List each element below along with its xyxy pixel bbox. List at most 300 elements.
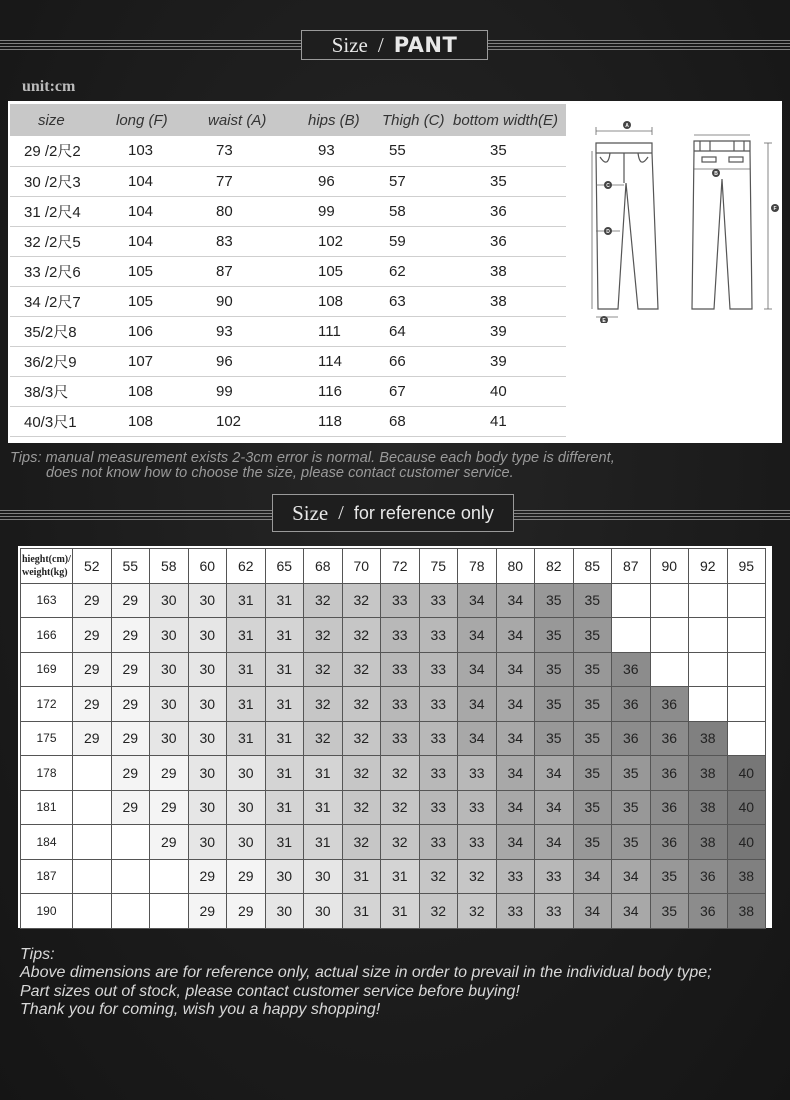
label-b: B xyxy=(714,171,718,177)
pants-diagram xyxy=(582,113,782,323)
size-cell xyxy=(727,618,766,653)
size-cell: 33 xyxy=(419,825,458,860)
size-cell: 31 xyxy=(342,859,381,894)
weight-header: 87 xyxy=(612,549,651,584)
size-cell: 38 xyxy=(689,756,728,791)
ref-title-size-word: Size xyxy=(292,500,329,525)
size-cell: 32 xyxy=(342,825,381,860)
size-cell: 29 xyxy=(73,618,112,653)
reference-tips-line1: Tips: xyxy=(20,946,55,963)
weight-header: 75 xyxy=(419,549,458,584)
size-cell xyxy=(73,894,112,929)
size-cell: 34 xyxy=(458,687,497,722)
size-cell: 32 xyxy=(342,687,381,722)
size-cell: 30 xyxy=(188,825,227,860)
header-stripes-right xyxy=(488,40,790,50)
measurement-cell: 87 xyxy=(198,256,298,286)
pants-front-pocket-left xyxy=(600,153,610,162)
measurement-cell: 36/2尺9 xyxy=(10,346,106,376)
size-cell: 30 xyxy=(150,583,189,618)
size-cell: 31 xyxy=(265,721,304,756)
size-cell: 31 xyxy=(304,756,343,791)
measurement-cell: 80 xyxy=(198,196,298,226)
measurement-cell: 93 xyxy=(198,316,298,346)
measurement-cell: 36 xyxy=(450,196,566,226)
size-cell: 35 xyxy=(573,687,612,722)
size-cell: 31 xyxy=(227,583,266,618)
measurement-row xyxy=(10,226,566,256)
size-cell: 38 xyxy=(727,894,766,929)
size-cell: 33 xyxy=(419,687,458,722)
size-cell: 33 xyxy=(381,583,420,618)
size-cell: 34 xyxy=(535,825,574,860)
size-cell: 35 xyxy=(535,652,574,687)
size-cell: 34 xyxy=(496,652,535,687)
measurement-cell: 35/2尺8 xyxy=(10,316,106,346)
header2-stripes-left xyxy=(0,510,272,520)
height-header: 169 xyxy=(21,652,73,687)
size-cell: 32 xyxy=(458,859,497,894)
measurement-row xyxy=(10,196,566,226)
measurement-cell: 39 xyxy=(450,316,566,346)
size-cell: 35 xyxy=(650,859,689,894)
size-cell: 30 xyxy=(188,583,227,618)
size-cell: 33 xyxy=(381,618,420,653)
size-cell: 40 xyxy=(727,756,766,791)
reference-row xyxy=(21,687,766,722)
size-cell: 35 xyxy=(612,790,651,825)
measurement-cell: 93 xyxy=(298,136,372,166)
size-cell xyxy=(727,583,766,618)
size-cell: 40 xyxy=(727,825,766,860)
measurement-cell: 83 xyxy=(198,226,298,256)
measurement-cell: 103 xyxy=(106,136,198,166)
weight-header: 82 xyxy=(535,549,574,584)
size-cell: 29 xyxy=(188,859,227,894)
measurement-panel xyxy=(8,101,782,443)
size-cell: 34 xyxy=(496,583,535,618)
size-cell: 30 xyxy=(150,721,189,756)
size-cell xyxy=(612,618,651,653)
size-cell: 32 xyxy=(342,790,381,825)
measurement-cell: 35 xyxy=(450,166,566,196)
reference-row xyxy=(21,618,766,653)
measurement-row xyxy=(10,376,566,406)
size-cell: 33 xyxy=(419,756,458,791)
size-cell: 31 xyxy=(265,687,304,722)
size-cell: 34 xyxy=(535,756,574,791)
height-header: 184 xyxy=(21,825,73,860)
measurement-cell: 114 xyxy=(298,346,372,376)
size-cell: 34 xyxy=(458,721,497,756)
size-cell: 29 xyxy=(111,618,150,653)
reference-row xyxy=(21,756,766,791)
weight-header: 85 xyxy=(573,549,612,584)
size-cell: 35 xyxy=(535,583,574,618)
size-cell: 32 xyxy=(342,583,381,618)
measurement-cell: 108 xyxy=(106,406,198,436)
measurement-row xyxy=(10,286,566,316)
size-cell: 36 xyxy=(612,652,651,687)
reference-header-row xyxy=(21,549,766,584)
label-e: E xyxy=(602,318,606,323)
measurement-row xyxy=(10,316,566,346)
label-c: C xyxy=(606,183,610,189)
size-cell: 33 xyxy=(381,721,420,756)
size-cell: 29 xyxy=(73,687,112,722)
measurement-cell: 105 xyxy=(106,256,198,286)
measurement-cell: 66 xyxy=(372,346,450,376)
weight-header: 60 xyxy=(188,549,227,584)
size-cell: 30 xyxy=(188,687,227,722)
size-cell: 35 xyxy=(573,652,612,687)
measurement-cell: 64 xyxy=(372,316,450,346)
size-cell: 32 xyxy=(304,583,343,618)
size-cell: 32 xyxy=(419,859,458,894)
size-cell: 32 xyxy=(342,721,381,756)
measurement-header-row xyxy=(10,104,566,136)
size-cell xyxy=(73,859,112,894)
size-cell: 31 xyxy=(227,618,266,653)
weight-header: 95 xyxy=(727,549,766,584)
measurement-tips-line2: does not know how to choose the size, please contact customer service. xyxy=(46,465,514,481)
measurement-cell: 55 xyxy=(372,136,450,166)
size-cell: 32 xyxy=(381,790,420,825)
title-slash: / xyxy=(377,32,384,57)
size-cell: 33 xyxy=(535,894,574,929)
size-cell: 33 xyxy=(419,721,458,756)
size-cell: 32 xyxy=(304,618,343,653)
reference-tips-line4: Thank you for coming, wish you a happy shopping! xyxy=(20,1000,381,1018)
measurement-cell: 108 xyxy=(106,376,198,406)
size-cell xyxy=(650,583,689,618)
size-cell: 31 xyxy=(227,652,266,687)
size-cell: 30 xyxy=(227,790,266,825)
size-cell: 33 xyxy=(381,652,420,687)
weight-header: 80 xyxy=(496,549,535,584)
size-cell: 36 xyxy=(650,790,689,825)
header2-stripes-right xyxy=(514,510,790,520)
size-cell: 31 xyxy=(265,652,304,687)
pants-back-outline xyxy=(692,141,752,309)
height-header: 163 xyxy=(21,583,73,618)
size-cell: 35 xyxy=(573,721,612,756)
size-cell: 31 xyxy=(265,790,304,825)
measurement-cell: 39 xyxy=(450,346,566,376)
weight-header: 55 xyxy=(111,549,150,584)
weight-header: 70 xyxy=(342,549,381,584)
size-cell: 36 xyxy=(650,756,689,791)
reference-row xyxy=(21,894,766,929)
size-cell: 32 xyxy=(304,652,343,687)
measurement-cell: 38/3尺 xyxy=(10,376,106,406)
size-cell: 31 xyxy=(265,618,304,653)
size-cell: 31 xyxy=(304,790,343,825)
size-cell: 35 xyxy=(573,756,612,791)
size-cell: 29 xyxy=(227,894,266,929)
weight-header: 62 xyxy=(227,549,266,584)
size-cell xyxy=(727,687,766,722)
size-cell: 35 xyxy=(535,687,574,722)
size-cell xyxy=(689,652,728,687)
reference-row xyxy=(21,790,766,825)
size-cell xyxy=(689,583,728,618)
size-cell: 29 xyxy=(188,894,227,929)
size-cell xyxy=(612,583,651,618)
size-cell: 33 xyxy=(419,583,458,618)
unit-label: unit:cm xyxy=(22,78,76,95)
measurement-cell: 40/3尺1 xyxy=(10,406,106,436)
title-size-word: Size xyxy=(331,32,368,57)
measurement-row xyxy=(10,256,566,286)
reference-tips-line2: Above dimensions are for reference only, actual size in order to prevail in the individual body type; xyxy=(20,964,712,982)
size-cell: 29 xyxy=(73,583,112,618)
measurement-cell: 107 xyxy=(106,346,198,376)
size-cell: 34 xyxy=(496,721,535,756)
col-size: size xyxy=(10,104,106,136)
reference-row xyxy=(21,721,766,756)
size-cell xyxy=(150,859,189,894)
measurement-cell: 99 xyxy=(198,376,298,406)
size-cell xyxy=(73,756,112,791)
measurement-cell: 105 xyxy=(106,286,198,316)
weight-header: 92 xyxy=(689,549,728,584)
corner-weight-label: weight(kg) xyxy=(22,566,68,578)
size-cell: 36 xyxy=(612,687,651,722)
size-cell: 33 xyxy=(419,618,458,653)
size-cell: 34 xyxy=(496,756,535,791)
size-cell: 32 xyxy=(381,825,420,860)
size-cell: 33 xyxy=(496,859,535,894)
size-cell: 31 xyxy=(381,894,420,929)
reference-row xyxy=(21,859,766,894)
size-cell: 29 xyxy=(111,687,150,722)
pants-front-pocket-right xyxy=(638,153,648,162)
measurement-cell: 104 xyxy=(106,226,198,256)
measurement-cell: 118 xyxy=(298,406,372,436)
measurement-cell: 59 xyxy=(372,226,450,256)
measurement-cell: 111 xyxy=(298,316,372,346)
size-cell: 29 xyxy=(150,825,189,860)
height-header: 181 xyxy=(21,790,73,825)
size-cell: 32 xyxy=(342,618,381,653)
size-cell: 36 xyxy=(650,721,689,756)
measurement-cell: 105 xyxy=(298,256,372,286)
size-cell: 35 xyxy=(612,756,651,791)
size-cell: 32 xyxy=(458,894,497,929)
measurement-row xyxy=(10,346,566,376)
size-cell xyxy=(150,894,189,929)
size-cell: 33 xyxy=(419,790,458,825)
size-cell: 30 xyxy=(188,618,227,653)
size-cell: 34 xyxy=(458,618,497,653)
size-cell: 34 xyxy=(573,894,612,929)
size-cell: 29 xyxy=(111,790,150,825)
measurement-cell: 30 /2尺3 xyxy=(10,166,106,196)
measurement-tips-line1: Tips: manual measurement exists 2-3cm error is normal. Because each body type is different, xyxy=(10,450,615,466)
weight-header: 90 xyxy=(650,549,689,584)
size-cell: 34 xyxy=(458,652,497,687)
size-cell: 30 xyxy=(227,756,266,791)
measurement-cell: 38 xyxy=(450,256,566,286)
size-cell: 30 xyxy=(188,790,227,825)
ref-title-subtitle: for reference only xyxy=(353,502,494,523)
measurement-cell: 68 xyxy=(372,406,450,436)
measurement-cell: 99 xyxy=(298,196,372,226)
measurement-cell: 38 xyxy=(450,286,566,316)
size-cell: 33 xyxy=(381,687,420,722)
size-cell: 29 xyxy=(227,859,266,894)
size-cell: 29 xyxy=(150,790,189,825)
label-a: A xyxy=(625,123,629,129)
size-cell: 33 xyxy=(419,652,458,687)
measurement-tips xyxy=(10,451,615,481)
size-cell: 35 xyxy=(650,894,689,929)
size-cell: 30 xyxy=(150,687,189,722)
size-cell xyxy=(689,618,728,653)
pants-back-pocket-left xyxy=(702,157,716,162)
size-cell xyxy=(73,825,112,860)
height-header: 187 xyxy=(21,859,73,894)
reference-table xyxy=(20,548,766,929)
reference-tips-line3: Part sizes out of stock, please contact customer service before buying! xyxy=(20,982,520,1000)
size-cell: 30 xyxy=(304,894,343,929)
size-cell: 32 xyxy=(304,721,343,756)
measurement-cell: 104 xyxy=(106,196,198,226)
reference-size-title xyxy=(272,494,514,532)
size-cell: 30 xyxy=(188,721,227,756)
label-f: F xyxy=(773,206,777,212)
ref-title-slash: / xyxy=(338,501,344,524)
size-cell: 33 xyxy=(535,859,574,894)
col-hips: hips (B) xyxy=(298,104,372,136)
height-header: 190 xyxy=(21,894,73,929)
size-cell: 35 xyxy=(573,618,612,653)
size-cell: 31 xyxy=(342,894,381,929)
measurement-cell: 73 xyxy=(198,136,298,166)
measurement-cell: 67 xyxy=(372,376,450,406)
size-cell: 29 xyxy=(111,721,150,756)
measurement-cell: 34 /2尺7 xyxy=(10,286,106,316)
size-cell: 36 xyxy=(689,859,728,894)
col-waist: waist (A) xyxy=(198,104,298,136)
col-thigh: Thigh (C) xyxy=(372,104,450,136)
size-cell: 32 xyxy=(342,652,381,687)
size-cell: 29 xyxy=(111,652,150,687)
measurement-cell: 90 xyxy=(198,286,298,316)
reference-row xyxy=(21,583,766,618)
size-cell: 34 xyxy=(458,583,497,618)
size-cell xyxy=(689,687,728,722)
size-cell: 29 xyxy=(111,756,150,791)
size-cell: 31 xyxy=(227,687,266,722)
measurement-cell: 41 xyxy=(450,406,566,436)
pants-front-outline xyxy=(596,143,658,309)
size-cell: 30 xyxy=(265,859,304,894)
size-cell: 32 xyxy=(381,756,420,791)
size-cell: 38 xyxy=(689,790,728,825)
size-cell: 34 xyxy=(573,859,612,894)
size-cell: 29 xyxy=(150,756,189,791)
size-cell: 34 xyxy=(496,618,535,653)
size-cell: 29 xyxy=(111,583,150,618)
weight-header: 78 xyxy=(458,549,497,584)
size-cell: 31 xyxy=(381,859,420,894)
size-cell: 31 xyxy=(265,756,304,791)
reference-row xyxy=(21,652,766,687)
pants-back-pocket-right xyxy=(729,157,743,162)
size-cell: 31 xyxy=(265,583,304,618)
weight-header: 65 xyxy=(265,549,304,584)
pant-size-title xyxy=(301,30,488,60)
size-cell: 33 xyxy=(496,894,535,929)
measurement-cell: 31 /2尺4 xyxy=(10,196,106,226)
size-cell: 29 xyxy=(73,652,112,687)
size-cell: 38 xyxy=(727,859,766,894)
measurement-cell: 40 xyxy=(450,376,566,406)
measurement-row xyxy=(10,136,566,166)
size-cell: 35 xyxy=(612,825,651,860)
size-cell: 30 xyxy=(227,825,266,860)
size-cell: 38 xyxy=(689,825,728,860)
measurement-cell: 63 xyxy=(372,286,450,316)
header-stripes-left xyxy=(0,40,302,50)
col-bottom-width: bottom width(E) xyxy=(450,104,566,136)
weight-header: 52 xyxy=(73,549,112,584)
measurement-cell: 33 /2尺6 xyxy=(10,256,106,286)
size-cell xyxy=(73,790,112,825)
measurement-cell: 62 xyxy=(372,256,450,286)
size-cell: 30 xyxy=(188,756,227,791)
size-cell: 40 xyxy=(727,790,766,825)
reference-row xyxy=(21,825,766,860)
measurement-cell: 106 xyxy=(106,316,198,346)
size-cell xyxy=(111,825,150,860)
height-header: 178 xyxy=(21,756,73,791)
measurement-cell: 58 xyxy=(372,196,450,226)
size-cell: 33 xyxy=(458,825,497,860)
height-header: 175 xyxy=(21,721,73,756)
size-cell: 34 xyxy=(496,825,535,860)
measurement-cell: 57 xyxy=(372,166,450,196)
size-cell: 32 xyxy=(419,894,458,929)
corner-height-label: hieght(cm)/ xyxy=(22,553,71,565)
size-cell: 34 xyxy=(535,790,574,825)
size-cell: 31 xyxy=(265,825,304,860)
size-cell: 36 xyxy=(650,687,689,722)
size-cell: 35 xyxy=(573,825,612,860)
size-cell: 35 xyxy=(535,618,574,653)
size-cell: 33 xyxy=(458,790,497,825)
title-category: PANT xyxy=(393,33,458,57)
measurement-cell: 102 xyxy=(298,226,372,256)
measurement-cell: 116 xyxy=(298,376,372,406)
weight-header: 68 xyxy=(304,549,343,584)
size-cell: 32 xyxy=(304,687,343,722)
size-cell: 38 xyxy=(689,721,728,756)
measurement-cell: 104 xyxy=(106,166,198,196)
size-cell: 34 xyxy=(496,687,535,722)
size-cell: 30 xyxy=(304,859,343,894)
label-d: D xyxy=(606,229,610,235)
size-cell: 36 xyxy=(612,721,651,756)
measurement-cell: 96 xyxy=(298,166,372,196)
measurement-table xyxy=(10,104,566,437)
size-cell xyxy=(650,652,689,687)
reference-tips xyxy=(20,946,712,1019)
col-long: long (F) xyxy=(106,104,198,136)
height-header: 172 xyxy=(21,687,73,722)
